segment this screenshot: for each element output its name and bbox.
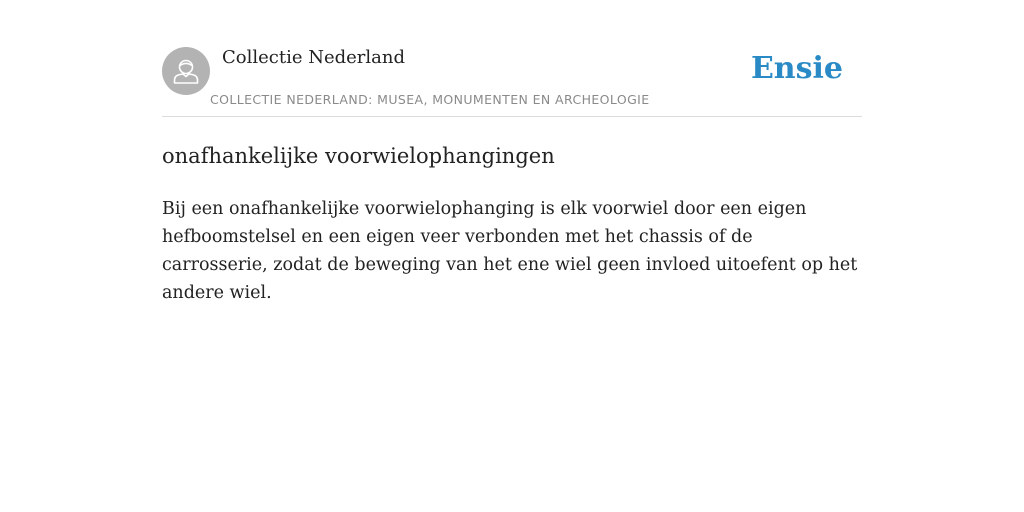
- collection-subtitle[interactable]: COLLECTIE NEDERLAND: MUSEA, MONUMENTEN EN ARCHEOLOGIE: [210, 92, 650, 107]
- article-body: Bij een onafhankelijke voorwielophanging is elk voorwiel door een eigen hefboomstelsel en een eigen veer verbonden met het chassis of de carrosserie, zodat de beweging van het ene wiel geen invloed uitoefent op het andere wiel.: [162, 199, 858, 303]
- user-icon: [162, 47, 210, 95]
- avatar[interactable]: [162, 47, 210, 95]
- author-name[interactable]: Collectie Nederland: [222, 47, 406, 68]
- page-title: onafhankelijke voorwielophangingen: [162, 144, 555, 168]
- article-header: [162, 46, 862, 117]
- article-card: [162, 46, 862, 307]
- brand-logo[interactable]: Ensie: [750, 51, 843, 86]
